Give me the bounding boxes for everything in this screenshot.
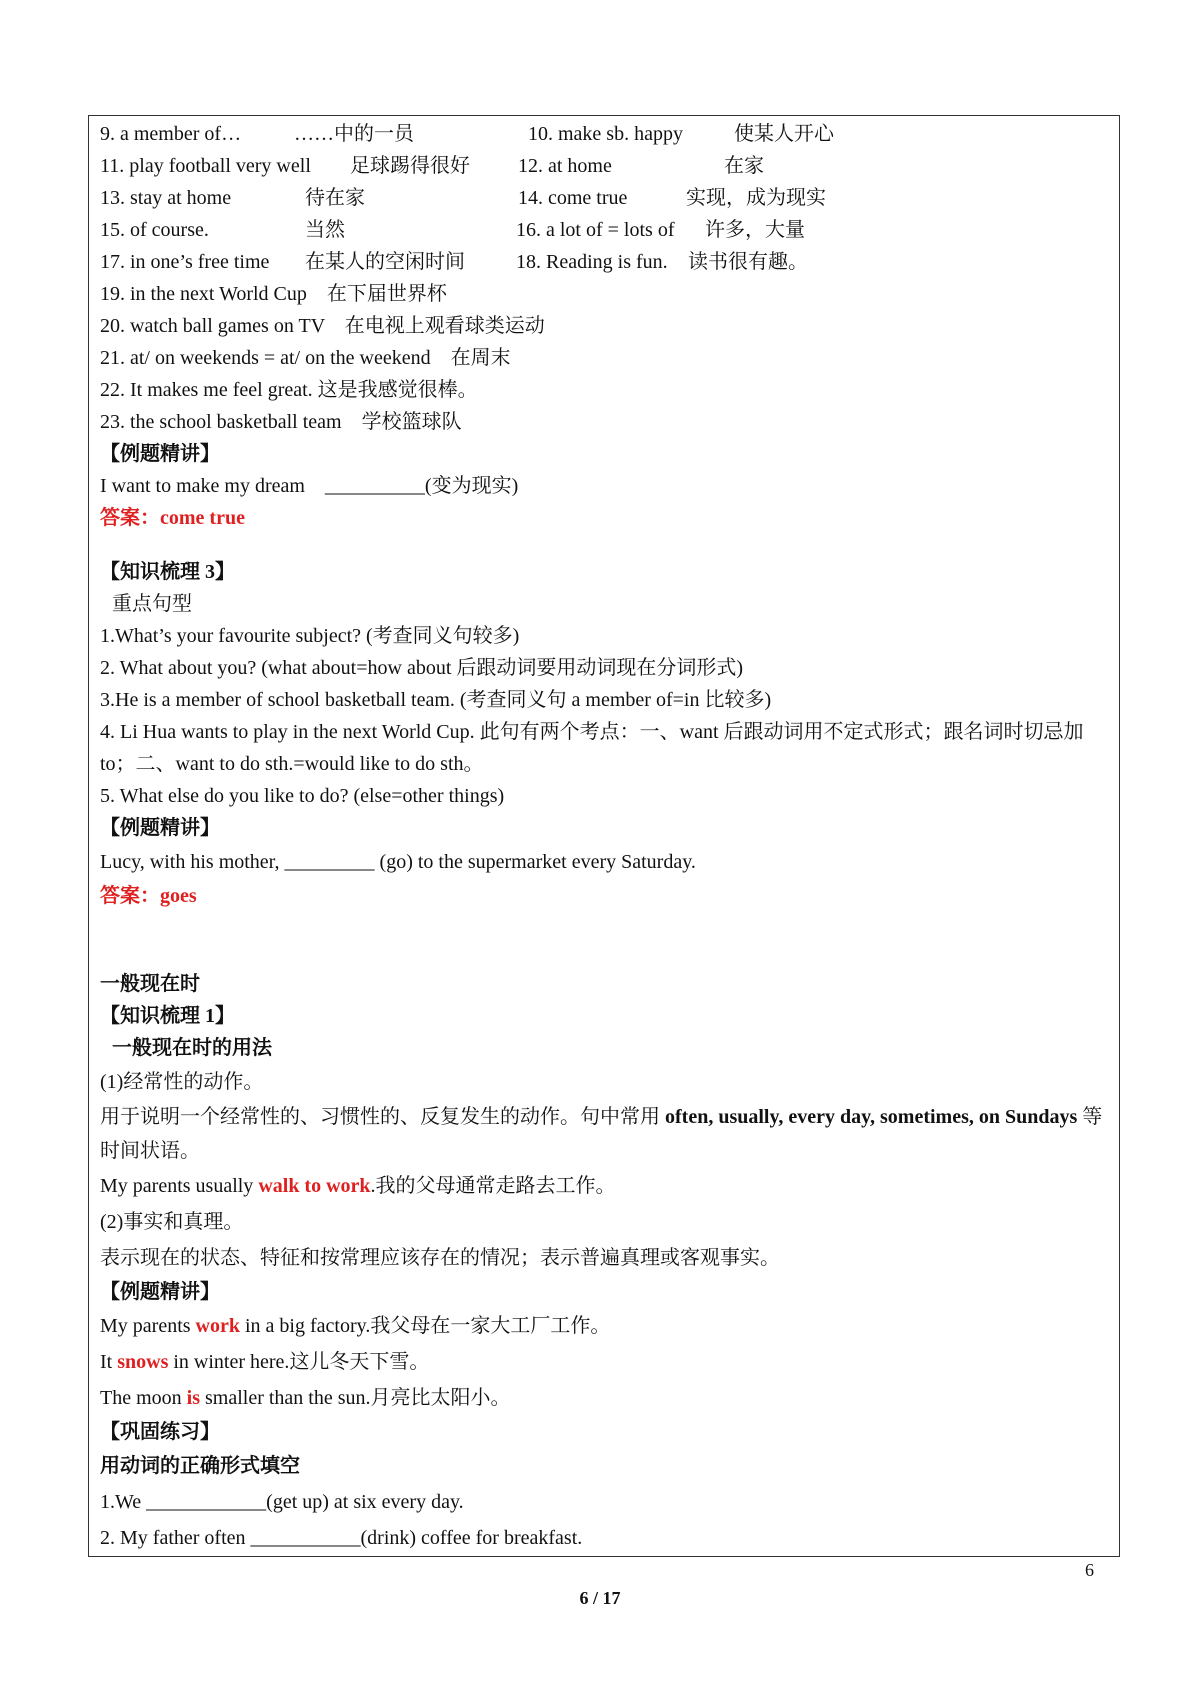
- vocab-en: 13. stay at home: [100, 187, 232, 209]
- vocab-cn: 使某人开心: [734, 123, 834, 145]
- highlight-verb: snows: [117, 1351, 169, 1373]
- vocab-cn: ……中的一员: [294, 123, 414, 145]
- usage-title: (2)事实和真理。: [100, 1211, 244, 1233]
- vocab-cn: 待在家: [305, 187, 365, 209]
- highlight-verb: work: [195, 1315, 240, 1337]
- vocab-line: 19. in the next World Cup 在下届世界杯: [100, 283, 447, 305]
- example-part: in winter here.这儿冬天下雪。: [168, 1351, 430, 1373]
- example-part: It: [100, 1351, 118, 1373]
- usage-title: (1)经常性的动作。: [100, 1071, 264, 1093]
- sentence-item: 1.What’s your favourite subject? (考查同义句较多): [100, 625, 520, 647]
- vocab-en: 11. play football very well: [100, 155, 311, 177]
- practice-question: 2. My father often ___________(drink) coffee for breakfast.: [100, 1527, 583, 1549]
- vocab-line: 21. at/ on weekends = at/ on the weekend 在周末: [100, 347, 511, 369]
- example-part: in a big factory.我父母在一家大工厂工作。: [240, 1315, 611, 1337]
- usage-text: 表示现在的状态、特征和按常理应该存在的情况；表示普遍真理或客观事实。: [100, 1247, 780, 1269]
- vocab-cn: 读书很有趣。: [688, 251, 808, 273]
- answer-line: [100, 502, 1112, 534]
- usage-text-part: 等时间状语。: [100, 1106, 1103, 1162]
- vocab-cn: 在家: [724, 155, 764, 177]
- vocab-row: [100, 182, 1112, 214]
- vocab-cn: 实现，成为现实: [686, 187, 826, 209]
- topic-title: 一般现在时: [100, 973, 200, 995]
- spacer: [100, 912, 1112, 968]
- example-part: .我的父母通常走路去工作。: [370, 1175, 616, 1197]
- page-indicator: 6 / 17: [579, 1588, 621, 1608]
- vocab-row: [100, 246, 1112, 278]
- example-sentence: [100, 1380, 1112, 1416]
- practice-title: 用动词的正确形式填空: [100, 1455, 300, 1477]
- vocab-en: 12. at home: [518, 155, 612, 177]
- answer-label: 答案：: [100, 885, 160, 907]
- vocab-line: 23. the school basketball team 学校篮球队: [100, 411, 462, 433]
- vocab-line: 22. It makes me feel great. 这是我感觉很棒。: [100, 379, 478, 401]
- vocab-en: 15. of course.: [100, 219, 209, 241]
- example-question: I want to make my dream __________(变为现实): [100, 475, 519, 497]
- vocab-row: [100, 214, 1112, 246]
- vocab-cn: 在某人的空闲时间: [305, 251, 465, 273]
- vocab-en: 18. Reading is fun.: [516, 251, 668, 273]
- example-part: My parents: [100, 1315, 196, 1337]
- section-subheading: 重点句型: [112, 593, 192, 615]
- section-heading: 【例题精讲】: [100, 1281, 220, 1303]
- document-body: [100, 118, 1112, 1556]
- example-sentence: [100, 1308, 1112, 1344]
- answer-value: come true: [160, 507, 245, 529]
- usage-text-part: 用于说明一个经常性的、习惯性的、反复发生的动作。句中常用: [100, 1106, 665, 1128]
- answer-label: 答案：: [100, 507, 160, 529]
- sentence-item: 3.He is a member of school basketball team. (考查同义句 a member of=in 比较多): [100, 689, 772, 711]
- highlight-verb: walk to work: [258, 1175, 371, 1197]
- vocab-en: 16. a lot of = lots of: [516, 219, 675, 241]
- example-part: The moon: [100, 1387, 187, 1409]
- example-sentence: [100, 1344, 1112, 1380]
- vocab-en: 9. a member of…: [100, 123, 242, 145]
- answer-value: goes: [160, 885, 197, 907]
- vocab-en: 14. come true: [518, 187, 628, 209]
- answer-line: [100, 880, 1112, 912]
- section-heading: 【例题精讲】: [100, 443, 220, 465]
- spacer: [100, 534, 1112, 556]
- section-heading: 【知识梳理 1】: [100, 1005, 235, 1027]
- example-part: smaller than the sun.月亮比太阳小。: [200, 1387, 511, 1409]
- vocab-row: [100, 118, 1112, 150]
- sentence-item: 4. Li Hua wants to play in the next World Cup. 此句有两个考点：一、want 后跟动词用不定式形式；跟名词时切忌加 to；二、want to do sth.=would like to do sth。: [100, 721, 1084, 775]
- vocab-en: 10. make sb. happy: [528, 123, 683, 145]
- section-subheading: 一般现在时的用法: [112, 1037, 272, 1059]
- example-part: My parents usually: [100, 1175, 259, 1197]
- usage-example: [100, 1168, 1112, 1204]
- vocab-cn: 许多，大量: [705, 219, 805, 241]
- footer-number: 6: [1085, 1560, 1094, 1580]
- sentence-item: 5. What else do you like to do? (else=other things): [100, 785, 505, 807]
- practice-question: 1.We ____________(get up) at six every day.: [100, 1491, 464, 1513]
- time-adverbials: often, usually, every day, sometimes, on Sundays: [665, 1106, 1078, 1128]
- example-question: Lucy, with his mother, _________ (go) to the supermarket every Saturday.: [100, 851, 696, 873]
- vocab-cn: 当然: [305, 219, 345, 241]
- usage-text: [100, 1100, 1112, 1168]
- section-heading: 【知识梳理 3】: [100, 561, 235, 583]
- vocab-cn: 足球踢得很好: [350, 155, 470, 177]
- sentence-item: 2. What about you? (what about=how about 后跟动词要用动词现在分词形式): [100, 657, 744, 679]
- section-heading: 【例题精讲】: [100, 817, 220, 839]
- vocab-line: 20. watch ball games on TV 在电视上观看球类运动: [100, 315, 545, 337]
- section-heading: 【巩固练习】: [100, 1421, 220, 1443]
- vocab-en: 17. in one’s free time: [100, 251, 270, 273]
- vocab-row: [100, 150, 1112, 182]
- highlight-verb: is: [186, 1387, 200, 1409]
